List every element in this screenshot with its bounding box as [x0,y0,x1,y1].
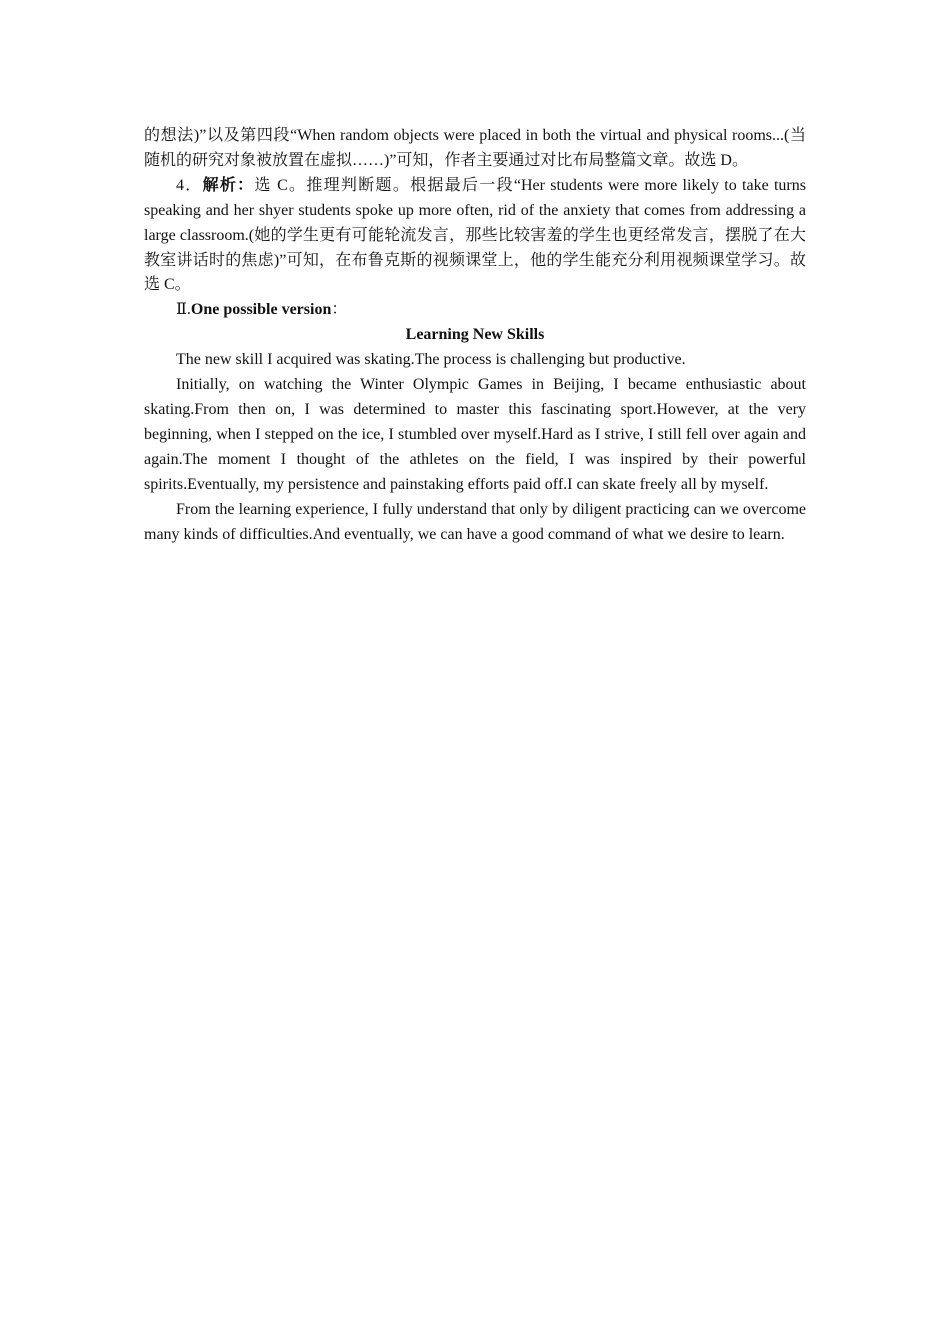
answer-4-label: 解析： [202,176,255,194]
essay-paragraph-3: From the learning experience, I fully understand that only by diligent practicing can we overcome many kinds of difficulties.And eventually, we can have a good command of what we desire to learn. [144,500,806,543]
essay-paragraph-2: Initially, on watching the Winter Olympic Games in Beijing, I became enthusiastic about skating.From then on, I was determined to master this fascinating sport.However, at the very beginning, when I stepped on the ice, I stumbled over myself.Hard as I strive, I still fell over again and again.The moment I thought of the athletes on the field, I was inspired by their powerful spirits.Eventually, my persistence and painstaking efforts paid off.I can skate freely all by myself. [144,376,806,493]
answer-3-continuation [144,124,806,174]
section-heading [144,298,806,323]
answer-4-number: 4． [176,176,203,194]
section-marker: Ⅱ. [176,301,191,319]
answer-text-block [144,124,806,547]
essay-paragraph-1: The new skill I acquired was skating.The process is challenging but productive. [176,351,686,369]
answer-3-text: 的想法)”以及第四段“When random objects were placed in both the virtual and physical rooms...(当随机的研究对象被放置在虚拟……)”可知，作者主要通过对比布局整篇文章。故选 D。 [144,127,806,169]
section-heading-text: One possible version [190,301,332,319]
essay-title: Learning New Skills [405,326,545,344]
answer-4-text: 选 C。推理判断题。根据最后一段“Her students were more likely to take turns speaking and her shyer students spoke up more often, rid of the anxiety that comes from addressing a large classroom.(她的学生更有可能轮流发言，那些比较害羞的学生也更经常发言，摆脱了在大教室讲话时的焦虑)”可知，在布鲁克斯的视频课堂上，他的学生能充分利用视频课堂学习。故选 C。 [144,176,806,294]
answer-4-paragraph [144,174,806,299]
section-heading-colon: ： [331,301,348,319]
